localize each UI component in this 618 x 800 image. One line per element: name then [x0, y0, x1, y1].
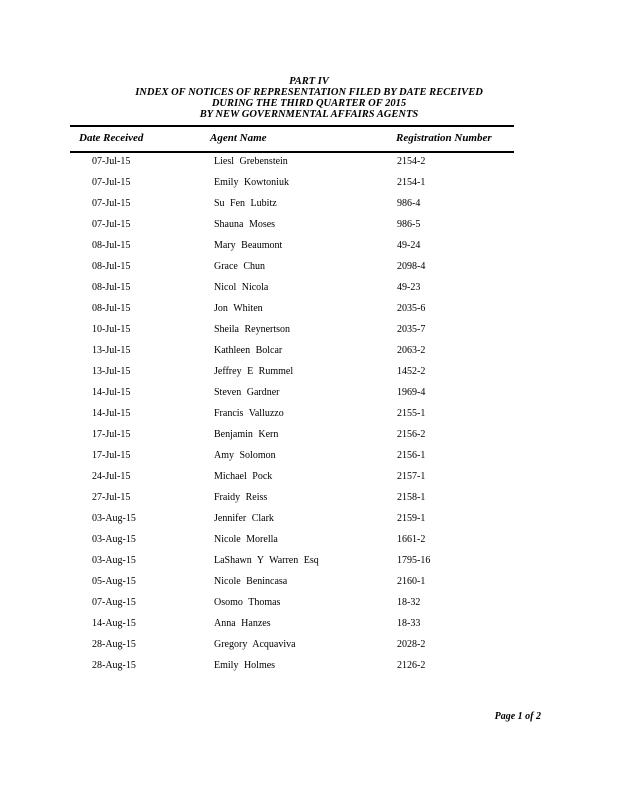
- table-row: [0, 466, 618, 487]
- cell-agent-name: Amy Solomon: [214, 450, 276, 461]
- cell-date: 27-Jul-15: [92, 492, 131, 503]
- table-row: [0, 277, 618, 298]
- title-line-agents: BY NEW GOVERNMENTAL AFFAIRS AGENTS: [199, 109, 419, 120]
- cell-agent-name: Liesl Grebenstein: [214, 156, 288, 167]
- cell-registration-number: 2160-1: [397, 576, 426, 587]
- cell-agent-name: Gregory Acquaviva: [214, 639, 296, 650]
- cell-agent-name: Kathleen Bolcar: [214, 345, 283, 356]
- table-row: [0, 508, 618, 529]
- cell-date: 14-Jul-15: [92, 408, 131, 419]
- cell-agent-name: Su Fen Lubitz: [214, 198, 277, 209]
- table-row: [0, 172, 618, 193]
- page-number: Page 1 of 2: [494, 711, 541, 722]
- cell-agent-name: Francis Valluzzo: [214, 408, 284, 419]
- cell-agent-name: Jennifer Clark: [214, 513, 274, 524]
- cell-date: 03-Aug-15: [92, 513, 136, 524]
- cell-registration-number: 49-23: [397, 282, 421, 293]
- cell-date: 10-Jul-15: [92, 324, 131, 335]
- cell-registration-number: 1795-16: [397, 555, 431, 566]
- cell-date: 07-Aug-15: [92, 597, 136, 608]
- cell-date: 08-Jul-15: [92, 261, 131, 272]
- cell-registration-number: 2155-1: [397, 408, 426, 419]
- table-row: [0, 298, 618, 319]
- cell-date: 13-Jul-15: [92, 345, 131, 356]
- header-top-rule: [70, 125, 514, 127]
- column-header-registration: Registration Number: [396, 132, 492, 144]
- cell-registration-number: 2157-1: [397, 471, 426, 482]
- cell-agent-name: Fraidy Reiss: [214, 492, 268, 503]
- cell-registration-number: 2028-2: [397, 639, 426, 650]
- cell-date: 07-Jul-15: [92, 177, 131, 188]
- cell-registration-number: 2035-7: [397, 324, 426, 335]
- cell-registration-number: 2159-1: [397, 513, 426, 524]
- cell-agent-name: Nicole Morella: [214, 534, 278, 545]
- cell-registration-number: 2156-2: [397, 429, 426, 440]
- cell-registration-number: 1452-2: [397, 366, 426, 377]
- cell-agent-name: Steven Gardner: [214, 387, 280, 398]
- table-row: [0, 256, 618, 277]
- cell-date: 07-Jul-15: [92, 156, 131, 167]
- cell-agent-name: Sheila Reynertson: [214, 324, 291, 335]
- column-header-agent: Agent Name: [210, 132, 267, 144]
- cell-registration-number: 18-33: [397, 618, 421, 629]
- table-row: [0, 151, 618, 172]
- cell-date: 24-Jul-15: [92, 471, 131, 482]
- cell-agent-name: Jon Whiten: [214, 303, 263, 314]
- cell-date: 05-Aug-15: [92, 576, 136, 587]
- cell-registration-number: 986-5: [397, 219, 421, 230]
- cell-agent-name: Jeffrey E Rummel: [214, 366, 294, 377]
- cell-registration-number: 2063-2: [397, 345, 426, 356]
- cell-date: 28-Aug-15: [92, 660, 136, 671]
- cell-agent-name: Nicole Benincasa: [214, 576, 288, 587]
- title-line-index: INDEX OF NOTICES OF REPRESENTATION FILED BY DATE RECEIVED: [135, 87, 483, 98]
- cell-registration-number: 2158-1: [397, 492, 426, 503]
- cell-registration-number: 2156-1: [397, 450, 426, 461]
- cell-registration-number: 1969-4: [397, 387, 426, 398]
- cell-agent-name: Shauna Moses: [214, 219, 276, 230]
- cell-agent-name: Grace Chun: [214, 261, 266, 272]
- cell-agent-name: Nicol Nicola: [214, 282, 269, 293]
- cell-agent-name: Mary Beaumont: [214, 240, 283, 251]
- table-row: [0, 193, 618, 214]
- cell-date: 08-Jul-15: [92, 282, 131, 293]
- cell-registration-number: 49-24: [397, 240, 421, 251]
- cell-registration-number: 2035-6: [397, 303, 426, 314]
- cell-date: 07-Jul-15: [92, 219, 131, 230]
- table-row: [0, 445, 618, 466]
- title-line-part: PART IV: [289, 76, 329, 87]
- table-row: [0, 634, 618, 655]
- table-row: [0, 529, 618, 550]
- table-row: [0, 403, 618, 424]
- cell-date: 07-Jul-15: [92, 198, 131, 209]
- title-line-quarter: DURING THE THIRD QUARTER OF 2015: [211, 98, 407, 109]
- cell-date: 17-Jul-15: [92, 429, 131, 440]
- cell-date: 08-Jul-15: [92, 240, 131, 251]
- table-row: [0, 424, 618, 445]
- cell-agent-name: Emily Kowtoniuk: [214, 177, 289, 188]
- table-row: [0, 235, 618, 256]
- table-row: [0, 613, 618, 634]
- cell-registration-number: 2154-1: [397, 177, 426, 188]
- table-row: [0, 214, 618, 235]
- cell-agent-name: Emily Holmes: [214, 660, 276, 671]
- cell-date: 13-Jul-15: [92, 366, 131, 377]
- table-row: [0, 655, 618, 676]
- cell-registration-number: 2154-2: [397, 156, 426, 167]
- table-row: [0, 361, 618, 382]
- column-header-date: Date Received: [79, 132, 144, 144]
- table-row: [0, 340, 618, 361]
- cell-agent-name: Anna Hanzes: [214, 618, 271, 629]
- cell-date: 03-Aug-15: [92, 555, 136, 566]
- cell-registration-number: 986-4: [397, 198, 421, 209]
- table-row: [0, 382, 618, 403]
- document-title: [0, 76, 618, 120]
- cell-date: 28-Aug-15: [92, 639, 136, 650]
- cell-registration-number: 2098-4: [397, 261, 426, 272]
- cell-registration-number: 1661-2: [397, 534, 426, 545]
- table-row: [0, 550, 618, 571]
- cell-date: 14-Aug-15: [92, 618, 136, 629]
- table-row: [0, 487, 618, 508]
- cell-agent-name: LaShawn Y Warren Esq: [214, 555, 319, 566]
- cell-agent-name: Osomo Thomas: [214, 597, 281, 608]
- cell-date: 08-Jul-15: [92, 303, 131, 314]
- cell-agent-name: Michael Pock: [214, 471, 273, 482]
- table-row: [0, 592, 618, 613]
- table-row: [0, 319, 618, 340]
- cell-registration-number: 2126-2: [397, 660, 426, 671]
- cell-date: 14-Jul-15: [92, 387, 131, 398]
- cell-date: 17-Jul-15: [92, 450, 131, 461]
- table-row: [0, 571, 618, 592]
- cell-date: 03-Aug-15: [92, 534, 136, 545]
- table-body: [0, 151, 618, 676]
- cell-registration-number: 18-32: [397, 597, 421, 608]
- cell-agent-name: Benjamin Kern: [214, 429, 279, 440]
